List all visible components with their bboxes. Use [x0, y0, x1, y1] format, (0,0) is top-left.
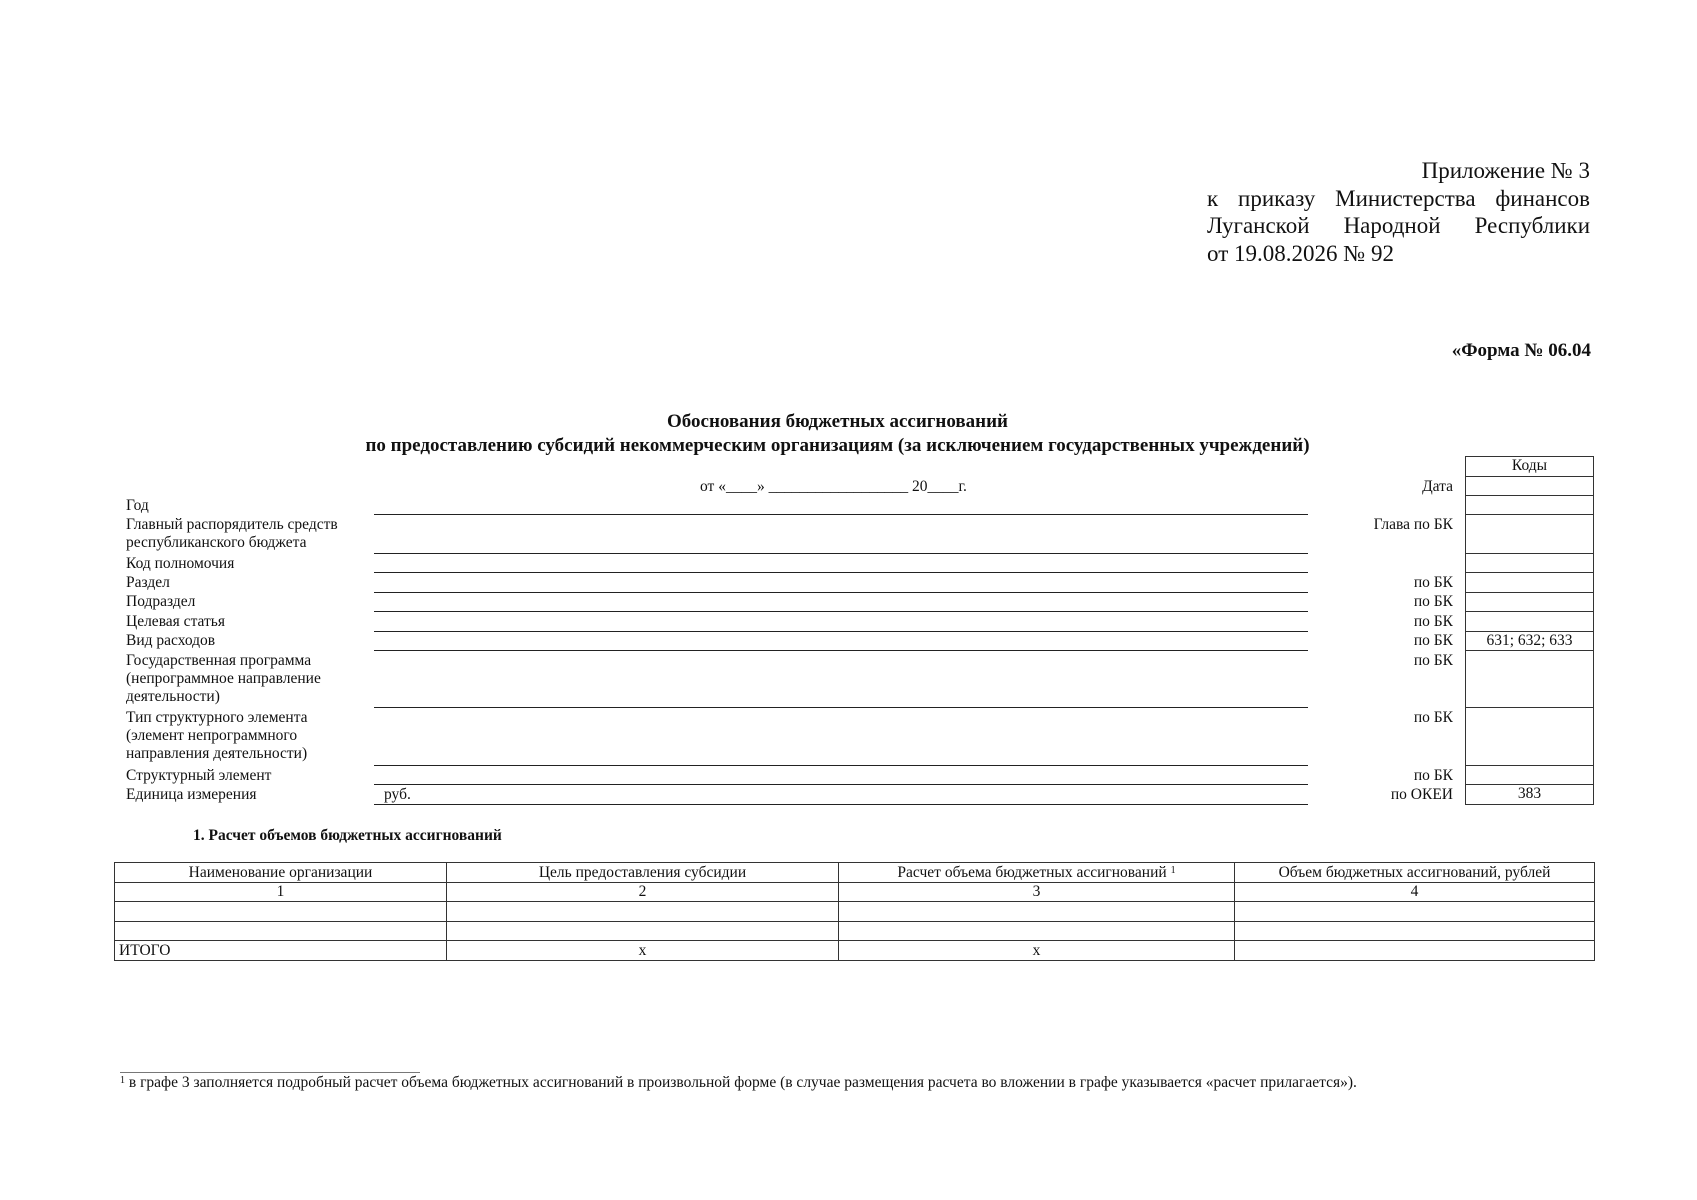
column-number-row	[115, 882, 1595, 902]
code-unit-okei[interactable]: 383	[1466, 785, 1593, 805]
structural-element-input-line[interactable]	[374, 784, 1308, 785]
right-label-subsection-bk: по БК	[1413, 593, 1453, 610]
total-row	[115, 941, 1595, 961]
section-input-line[interactable]	[374, 592, 1308, 593]
total-label: ИТОГО	[115, 941, 447, 961]
year-input-line[interactable]	[374, 514, 1308, 515]
appendix-date-line: от 19.08.2026 № 92	[1207, 240, 1394, 266]
code-subsection[interactable]	[1466, 593, 1593, 612]
column-header-calculation-text: Расчет объема бюджетных ассигнований	[897, 863, 1167, 881]
code-structural-element[interactable]	[1466, 766, 1593, 785]
table-cell[interactable]	[115, 902, 447, 922]
footnote	[120, 1074, 1357, 1092]
total-calculation-cell: х	[839, 941, 1235, 961]
right-label-chapter-bk: Глава по БК	[1373, 516, 1453, 533]
label-section: Раздел	[126, 574, 170, 591]
label-unit: Единица измерения	[126, 786, 257, 803]
label-structural-element-type: Тип структурного элемента (элемент непрограммного направления деятельности)	[126, 709, 308, 762]
calculation-table	[114, 862, 1595, 961]
column-header-organization: Наименование организации	[115, 863, 447, 883]
unit-value: руб.	[384, 786, 411, 803]
footnote-text: в графе 3 заполняется подробный расчет объема бюджетных ассигнований в произвольной форме (в случае размещения расчета во вложении в графе указывается «расчет прилагается»).	[125, 1074, 1357, 1091]
column-header-purpose: Цель предоставления субсидии	[447, 863, 839, 883]
total-purpose-cell: х	[447, 941, 839, 961]
code-year[interactable]	[1466, 496, 1593, 515]
right-label-target-bk: по БК	[1413, 613, 1453, 630]
appendix-header	[1207, 157, 1590, 267]
column-number: 1	[115, 882, 447, 902]
label-year: Год	[126, 497, 149, 514]
code-section[interactable]	[1466, 573, 1593, 593]
state-program-input-line[interactable]	[374, 707, 1308, 708]
column-number: 2	[447, 882, 839, 902]
code-authority[interactable]	[1466, 554, 1593, 573]
table-cell[interactable]	[839, 902, 1235, 922]
right-label-okei: по ОКЕИ	[1390, 786, 1453, 803]
authority-code-input-line[interactable]	[374, 572, 1308, 573]
label-chief-administrator: Главный распорядитель средств республиканского бюджета	[126, 516, 338, 551]
table-cell[interactable]	[447, 902, 839, 922]
code-structural-element-type[interactable]	[1466, 708, 1593, 766]
document-title: Обоснования бюджетных ассигнований	[666, 411, 1008, 432]
column-header-amount: Объем бюджетных ассигнований, рублей	[1235, 863, 1595, 883]
code-expense-type[interactable]: 631; 632; 633	[1466, 632, 1593, 651]
appendix-number: Приложение № 3	[1421, 158, 1590, 183]
column-number: 4	[1235, 882, 1595, 902]
right-label-element-type-bk: по БК	[1413, 709, 1453, 726]
date-line[interactable]: от «____» __________________ 20____г.	[700, 478, 967, 495]
structural-element-type-input-line[interactable]	[374, 765, 1308, 766]
form-number: «Форма № 06.04	[1451, 340, 1591, 361]
subsection-input-line[interactable]	[374, 611, 1308, 612]
total-amount-cell[interactable]	[1235, 941, 1595, 961]
footnote-mark: 1	[120, 1075, 125, 1086]
column-header-calculation	[839, 863, 1235, 883]
table-header-row	[115, 863, 1595, 883]
code-date[interactable]	[1466, 477, 1593, 496]
footnote-separator	[120, 1072, 420, 1073]
chief-administrator-input-line[interactable]	[374, 553, 1308, 554]
code-chapter[interactable]	[1466, 515, 1593, 554]
label-expense-type: Вид расходов	[126, 632, 216, 649]
document-subtitle: по предоставлению субсидий некоммерческим организациям (за исключением государственных учреждений)	[365, 435, 1310, 456]
column-number: 3	[839, 882, 1235, 902]
label-target-article: Целевая статья	[126, 613, 225, 630]
codes-header: Коды	[1466, 457, 1593, 477]
code-state-program[interactable]	[1466, 651, 1593, 708]
table-row	[115, 902, 1595, 922]
label-authority-code: Код полномочия	[126, 555, 235, 572]
appendix-order-line: к приказу Министерства финансов	[1207, 185, 1590, 211]
code-target-article[interactable]	[1466, 612, 1593, 632]
expense-type-input-line[interactable]	[374, 650, 1308, 651]
right-label-program-bk: по БК	[1413, 652, 1453, 669]
unit-input-line[interactable]	[374, 804, 1308, 805]
table-cell[interactable]	[115, 921, 447, 941]
table-cell[interactable]	[1235, 902, 1595, 922]
section-title: 1. Расчет объемов бюджетных ассигнований	[193, 827, 502, 844]
table-cell[interactable]	[447, 921, 839, 941]
right-label-element-bk: по БК	[1413, 767, 1453, 784]
footnote-ref: 1	[1170, 864, 1176, 876]
target-article-input-line[interactable]	[374, 631, 1308, 632]
table-cell[interactable]	[839, 921, 1235, 941]
label-subsection: Подраздел	[126, 593, 196, 610]
right-label-expense-bk: по БК	[1413, 632, 1453, 649]
label-state-program: Государственная программа (непрограммное направление деятельности)	[126, 652, 321, 705]
table-row	[115, 921, 1595, 941]
right-label-section-bk: по БК	[1413, 574, 1453, 591]
codes-box	[1465, 456, 1594, 805]
table-cell[interactable]	[1235, 921, 1595, 941]
appendix-ministry-line: Луганской Народной Республики	[1207, 213, 1590, 238]
label-structural-element: Структурный элемент	[126, 767, 272, 784]
right-label-date: Дата	[1422, 478, 1453, 495]
